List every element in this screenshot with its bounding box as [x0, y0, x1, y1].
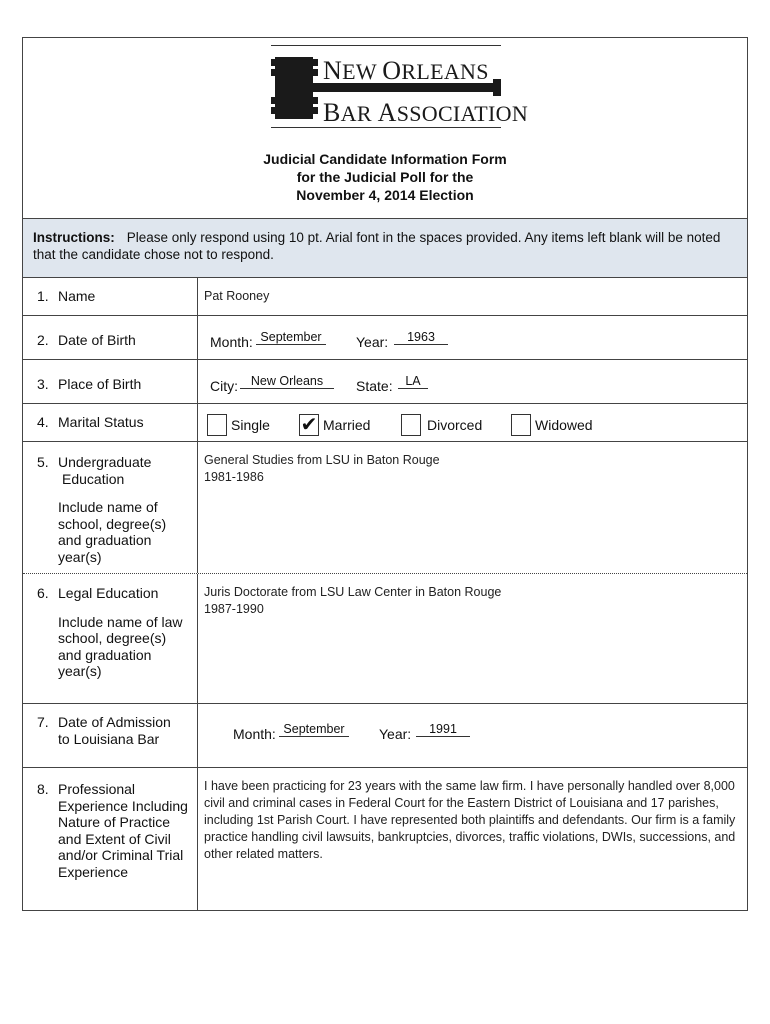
- marital-option-single[interactable]: [207, 414, 270, 436]
- instructions-text: Please only respond using 10 pt. Arial font in the spaces provided. Any items left blank will be noted that the candidate chose not to respond.: [33, 230, 721, 262]
- marital-label: 4. Marital Status: [23, 404, 198, 441]
- admission-month-field[interactable]: September: [279, 722, 349, 737]
- row-marital-status: [23, 404, 747, 442]
- row-bar-admission: [23, 704, 747, 768]
- legal-school: Juris Doctorate from LSU Law Center in Baton Rouge: [204, 585, 502, 599]
- undergrad-school: General Studies from LSU in Baton Rouge: [204, 453, 440, 467]
- marital-option-widowed[interactable]: [511, 414, 593, 436]
- row-legal-education: [23, 574, 747, 704]
- instructions-panel: [23, 218, 747, 278]
- dob-year-field[interactable]: 1963: [394, 330, 448, 345]
- married-checkbox[interactable]: [299, 414, 319, 436]
- widowed-checkbox[interactable]: [511, 414, 531, 436]
- title-line-3: November 4, 2014 Election: [296, 187, 474, 203]
- form-header: [23, 38, 747, 218]
- name-value[interactable]: Pat Rooney: [204, 289, 270, 303]
- pob-city-field[interactable]: New Orleans: [240, 374, 334, 389]
- widowed-label: Widowed: [535, 417, 593, 433]
- pob-city-label: City:: [210, 378, 238, 394]
- pob-label: 3. Place of Birth: [23, 360, 198, 403]
- logo-top-rule: [271, 45, 501, 46]
- admission-label: 7. Date of Admission to Louisiana Bar: [23, 704, 198, 767]
- form-title: [23, 150, 747, 204]
- row-professional-experience: [23, 768, 747, 911]
- single-checkbox[interactable]: [207, 414, 227, 436]
- title-line-1: Judicial Candidate Information Form: [263, 151, 507, 167]
- marital-option-married[interactable]: [299, 414, 370, 436]
- title-line-2: for the Judicial Poll for the: [296, 169, 474, 185]
- row-name: [23, 278, 747, 316]
- divorced-checkbox[interactable]: [401, 414, 421, 436]
- checkmark-icon: ✔: [300, 414, 318, 436]
- married-label: Married: [323, 417, 371, 433]
- single-label: Single: [231, 417, 270, 433]
- marital-option-divorced[interactable]: [401, 414, 482, 436]
- admission-month-label: Month:: [233, 726, 276, 742]
- row-place-of-birth: [23, 360, 747, 404]
- admission-year-label: Year:: [379, 726, 412, 742]
- logo-line-bar-association: BAR ASSOCIATION: [323, 98, 529, 127]
- logo-bottom-rule: [271, 127, 501, 128]
- undergrad-value[interactable]: [204, 452, 440, 486]
- pob-state-label: State:: [356, 378, 393, 394]
- legal-years: 1987-1990: [204, 602, 264, 616]
- undergrad-label: 5. Undergraduate Education Include name of school, degree(s) and graduation year(s): [23, 442, 198, 573]
- logo-line-new-orleans: NEW ORLEANS: [323, 56, 489, 85]
- name-label: 1. Name: [23, 278, 198, 315]
- row-date-of-birth: [23, 316, 747, 360]
- dob-month-field[interactable]: September: [256, 330, 326, 345]
- dob-year-label: Year:: [356, 334, 389, 350]
- experience-label: 8. Professional Experience Including Nature of Practice and Extent of Civil and/or Criminal Trial Experience: [23, 768, 198, 911]
- experience-value[interactable]: I have been practicing for 23 years with the same law firm. I have personally handled over 8,000 civil and criminal cases in Federal Court for the Eastern District of Louisiana and 17 parishes, including 1st Parish Court. I have represented both plaintiffs and defendants. Our firm is a family practice handling civil lawsuits, bankruptcies, divorces, traffic violations, DWIs, successions, and other related matters.: [204, 779, 736, 861]
- row-undergraduate-education: [23, 442, 747, 574]
- admission-year-field[interactable]: 1991: [416, 722, 470, 737]
- dob-label: 2. Date of Birth: [23, 316, 198, 359]
- instructions-label: Instructions:: [33, 230, 115, 245]
- legal-label: 6. Legal Education Include name of law school, degree(s) and graduation year(s): [23, 574, 198, 703]
- legal-value[interactable]: [204, 584, 501, 618]
- candidate-form: [22, 37, 748, 911]
- bar-association-logo: [271, 43, 529, 129]
- undergrad-years: 1981-1986: [204, 470, 264, 484]
- pob-state-field[interactable]: LA: [398, 374, 428, 389]
- dob-month-label: Month:: [210, 334, 253, 350]
- divorced-label: Divorced: [427, 417, 483, 433]
